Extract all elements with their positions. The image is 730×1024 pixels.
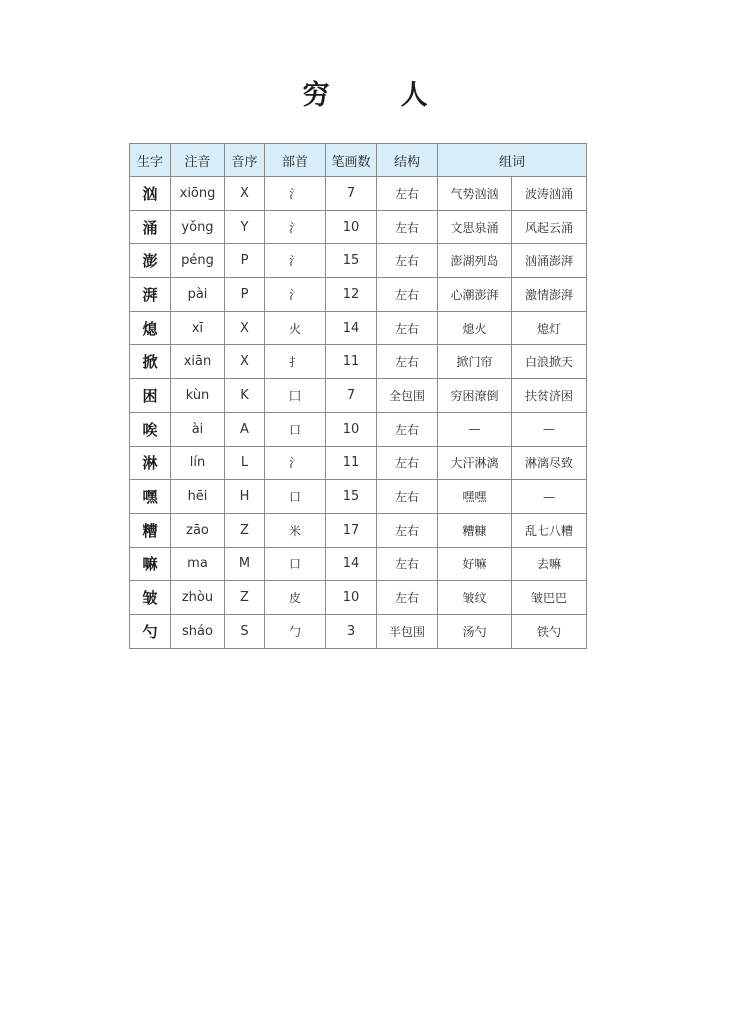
cell-pinyin: pài xyxy=(171,278,225,312)
cell-strokes: 11 xyxy=(326,446,377,480)
cell-letter: Y xyxy=(225,210,265,244)
cell-word: 文思泉涌 xyxy=(438,210,512,244)
cell-strokes: 12 xyxy=(326,278,377,312)
cell-pinyin: ma xyxy=(171,547,225,581)
cell-pinyin: zhòu xyxy=(171,581,225,615)
cell-radical: 米 xyxy=(265,513,326,547)
cell-letter: K xyxy=(225,379,265,413)
cell-word: 嘿嘿 xyxy=(438,480,512,514)
table-row xyxy=(130,614,587,648)
cell-word: — xyxy=(438,412,512,446)
cell-letter: A xyxy=(225,412,265,446)
cell-radical: 氵 xyxy=(265,177,326,211)
cell-char: 皱 xyxy=(130,581,171,615)
cell-strokes: 10 xyxy=(326,412,377,446)
cell-strokes: 17 xyxy=(326,513,377,547)
cell-char: 勺 xyxy=(130,614,171,648)
table-row xyxy=(130,311,587,345)
vocabulary-table xyxy=(129,143,587,649)
header-pinyin: 注音 xyxy=(171,144,225,177)
cell-char: 淋 xyxy=(130,446,171,480)
cell-pinyin: zāo xyxy=(171,513,225,547)
cell-word: 汤勺 xyxy=(438,614,512,648)
cell-structure: 左右 xyxy=(377,581,438,615)
table-header-row xyxy=(130,144,587,177)
header-strokes: 笔画数 xyxy=(326,144,377,177)
cell-pinyin: kùn xyxy=(171,379,225,413)
cell-pinyin: lín xyxy=(171,446,225,480)
cell-char: 汹 xyxy=(130,177,171,211)
cell-strokes: 11 xyxy=(326,345,377,379)
cell-pinyin: hēi xyxy=(171,480,225,514)
cell-radical: 氵 xyxy=(265,244,326,278)
cell-word: 澎湖列岛 xyxy=(438,244,512,278)
cell-word: 熄火 xyxy=(438,311,512,345)
cell-letter: L xyxy=(225,446,265,480)
cell-char: 嘿 xyxy=(130,480,171,514)
table-row xyxy=(130,210,587,244)
cell-word: 好嘛 xyxy=(438,547,512,581)
cell-structure: 左右 xyxy=(377,446,438,480)
table-row xyxy=(130,547,587,581)
cell-pinyin: péng xyxy=(171,244,225,278)
page-title: 穷 人 xyxy=(302,80,450,111)
cell-letter: M xyxy=(225,547,265,581)
cell-word: 扶贫济困 xyxy=(512,379,587,413)
cell-char: 唉 xyxy=(130,412,171,446)
cell-letter: X xyxy=(225,311,265,345)
cell-word: 糟糠 xyxy=(438,513,512,547)
table-body xyxy=(130,177,587,649)
cell-word: 乱七八糟 xyxy=(512,513,587,547)
cell-word: 风起云涌 xyxy=(512,210,587,244)
cell-char: 熄 xyxy=(130,311,171,345)
cell-word: 大汗淋漓 xyxy=(438,446,512,480)
cell-radical: 口 xyxy=(265,547,326,581)
cell-structure: 左右 xyxy=(377,480,438,514)
cell-structure: 左右 xyxy=(377,547,438,581)
table-row xyxy=(130,244,587,278)
cell-radical: 氵 xyxy=(265,278,326,312)
cell-strokes: 15 xyxy=(326,244,377,278)
cell-word: 淋漓尽致 xyxy=(512,446,587,480)
cell-radical: 氵 xyxy=(265,446,326,480)
header-structure: 结构 xyxy=(377,144,438,177)
table-row xyxy=(130,379,587,413)
header-words: 组词 xyxy=(438,144,587,177)
table-row xyxy=(130,513,587,547)
cell-word: 掀门帘 xyxy=(438,345,512,379)
cell-radical: 皮 xyxy=(265,581,326,615)
cell-strokes: 10 xyxy=(326,581,377,615)
cell-char: 澎 xyxy=(130,244,171,278)
cell-letter: Z xyxy=(225,581,265,615)
cell-word: 去嘛 xyxy=(512,547,587,581)
cell-strokes: 3 xyxy=(326,614,377,648)
cell-word: 气势汹汹 xyxy=(438,177,512,211)
cell-strokes: 15 xyxy=(326,480,377,514)
cell-word: — xyxy=(512,480,587,514)
cell-word: 波涛汹涌 xyxy=(512,177,587,211)
cell-letter: P xyxy=(225,244,265,278)
cell-pinyin: sháo xyxy=(171,614,225,648)
cell-word: 汹涌澎湃 xyxy=(512,244,587,278)
cell-structure: 左右 xyxy=(377,278,438,312)
cell-word: 铁勺 xyxy=(512,614,587,648)
cell-letter: Z xyxy=(225,513,265,547)
cell-structure: 左右 xyxy=(377,210,438,244)
cell-letter: H xyxy=(225,480,265,514)
cell-word: 皱纹 xyxy=(438,581,512,615)
cell-letter: P xyxy=(225,278,265,312)
cell-structure: 左右 xyxy=(377,311,438,345)
header-char: 生字 xyxy=(130,144,171,177)
cell-char: 困 xyxy=(130,379,171,413)
cell-pinyin: yǒng xyxy=(171,210,225,244)
cell-word: 熄灯 xyxy=(512,311,587,345)
cell-radical: 勹 xyxy=(265,614,326,648)
cell-structure: 左右 xyxy=(377,412,438,446)
cell-word: — xyxy=(512,412,587,446)
cell-strokes: 7 xyxy=(326,177,377,211)
cell-structure: 左右 xyxy=(377,177,438,211)
cell-letter: S xyxy=(225,614,265,648)
cell-letter: X xyxy=(225,345,265,379)
cell-structure: 左右 xyxy=(377,244,438,278)
cell-char: 湃 xyxy=(130,278,171,312)
cell-structure: 全包围 xyxy=(377,379,438,413)
cell-strokes: 14 xyxy=(326,311,377,345)
cell-word: 心潮澎湃 xyxy=(438,278,512,312)
cell-radical: 口 xyxy=(265,480,326,514)
table-row xyxy=(130,177,587,211)
table-row xyxy=(130,345,587,379)
cell-radical: 扌 xyxy=(265,345,326,379)
cell-word: 激情澎湃 xyxy=(512,278,587,312)
cell-strokes: 10 xyxy=(326,210,377,244)
table-row xyxy=(130,480,587,514)
cell-char: 糟 xyxy=(130,513,171,547)
cell-pinyin: xiān xyxy=(171,345,225,379)
cell-pinyin: ài xyxy=(171,412,225,446)
cell-radical: 囗 xyxy=(265,379,326,413)
cell-radical: 口 xyxy=(265,412,326,446)
cell-letter: X xyxy=(225,177,265,211)
cell-word: 穷困潦倒 xyxy=(438,379,512,413)
cell-structure: 左右 xyxy=(377,345,438,379)
cell-radical: 氵 xyxy=(265,210,326,244)
cell-char: 嘛 xyxy=(130,547,171,581)
cell-word: 皱巴巴 xyxy=(512,581,587,615)
table-row xyxy=(130,412,587,446)
cell-word: 白浪掀天 xyxy=(512,345,587,379)
cell-pinyin: xī xyxy=(171,311,225,345)
cell-strokes: 14 xyxy=(326,547,377,581)
table-row xyxy=(130,581,587,615)
header-letter: 音序 xyxy=(225,144,265,177)
cell-structure: 半包围 xyxy=(377,614,438,648)
table-row xyxy=(130,278,587,312)
table-row xyxy=(130,446,587,480)
cell-structure: 左右 xyxy=(377,513,438,547)
cell-char: 掀 xyxy=(130,345,171,379)
cell-radical: 火 xyxy=(265,311,326,345)
cell-char: 涌 xyxy=(130,210,171,244)
cell-strokes: 7 xyxy=(326,379,377,413)
header-radical: 部首 xyxy=(265,144,326,177)
cell-pinyin: xiōng xyxy=(171,177,225,211)
